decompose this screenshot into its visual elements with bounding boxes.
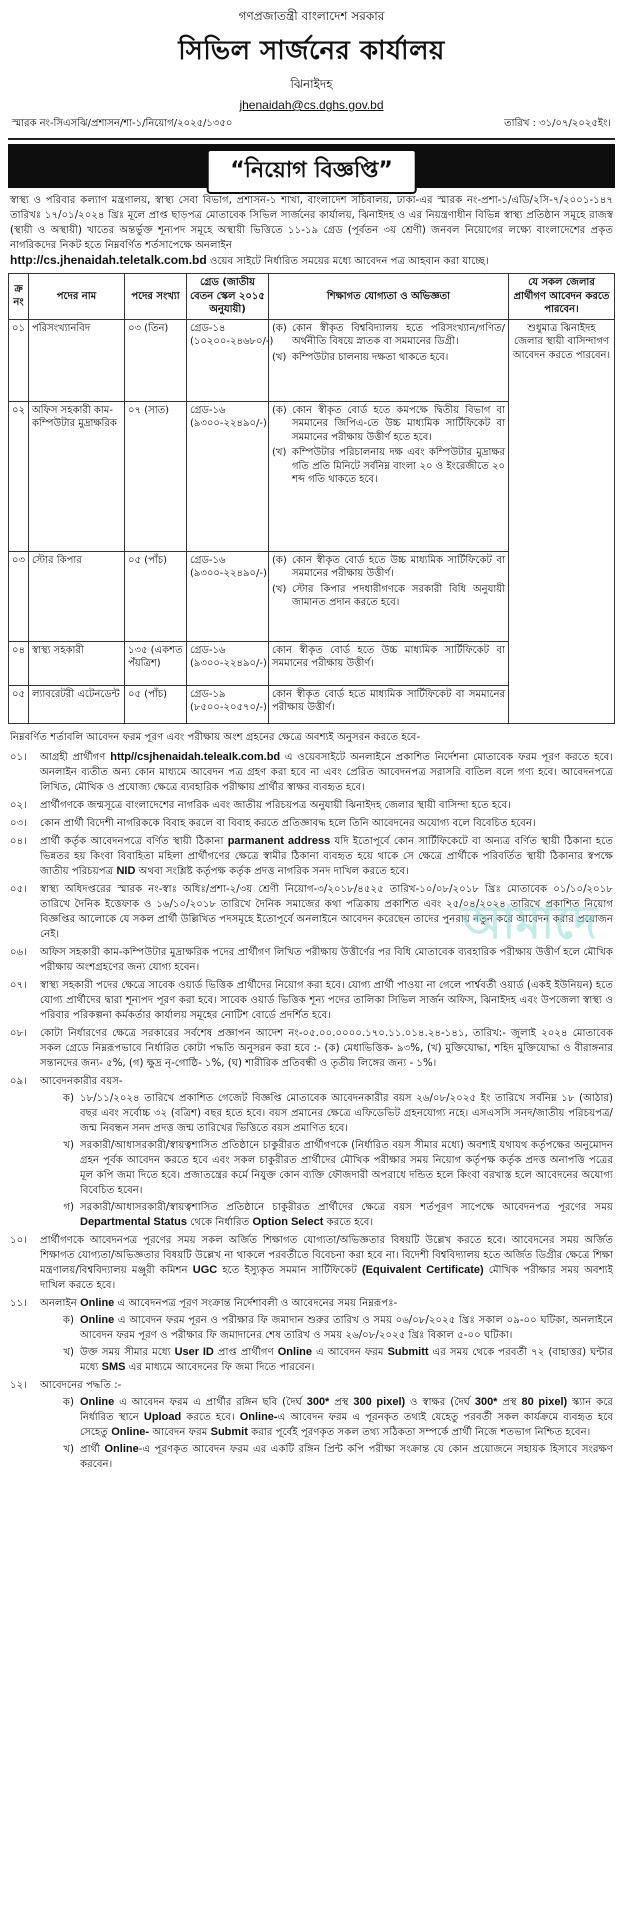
row-grade: গ্রেড-১৬ (৯৩০০-২২৪৯০/-) bbox=[187, 401, 269, 551]
row-post: পরিসংখ্যানবিদ bbox=[29, 319, 125, 401]
sub-marker: ক) bbox=[62, 1092, 74, 1104]
condition-keyword: UGC bbox=[192, 1263, 218, 1276]
qualification-marker: (খ) bbox=[272, 351, 287, 363]
sub-marker: ক) bbox=[62, 1314, 74, 1326]
condition-sub-item bbox=[40, 1200, 613, 1230]
sub-text bbox=[80, 1442, 613, 1472]
condition-text: মৌখিক পরীক্ষার সময় অবশ্যই দাখিল করতে হবে। bbox=[40, 1264, 613, 1291]
condition-keyword: Option Select bbox=[252, 1215, 324, 1228]
condition-body bbox=[40, 750, 613, 795]
eligible-district-note: শুধুমাত্র ঝিনাইদহ জেলার স্থায়ী বাসিন্দাগণ আবেদন করতে পারবেন। bbox=[509, 319, 615, 723]
condition-11 bbox=[8, 1296, 615, 1375]
condition-text: স্বাস্থ্য অধিদপ্তরের স্মারক নং-স্বাঃ অধিঃ/প্রশা-২/৩য় শ্রেণী নিয়োগ-৩/২০১৮/৪৫২৫ তারিখ-১০/০৮/২০১৮ খ্রিঃ মোতাবেক ০১/১০/২০১৮ তারিখে দৈনিক ইত্তেফাক ও ১৬/১০/২০১৮ তারিখে দৈনিক সমাজের কথা পত্রিকায় প্রকাশিত এবং ২৫/০৪/২০২৪ তারিখে প্রকাশিত নিয়োগ বিজ্ঞপ্তির আলোকে যে সকল প্রার্থী উল্লিখিত পদসমূহে ইতোপূর্বে অনলাইনে আবেদন করেছেন তাদের পুনরায় নতুন করে আবেদন করার প্রয়োজন নেই। bbox=[40, 883, 613, 940]
sub-marker: খ) bbox=[63, 1346, 74, 1358]
row-serial: ০১ bbox=[9, 319, 29, 401]
condition-keyword: 300 pixel) bbox=[353, 1395, 406, 1408]
sub-text-part: করতে হবে। bbox=[323, 1216, 374, 1228]
condition-text: অফিস সহকারী কাম-কম্পিউটার মুদ্রাক্ষরিক পদের প্রার্থীগণ লিখিত পরীক্ষায় উত্তীর্ণের পর বিধি মোতাবেক ব্যবহারিক পরীক্ষায় উত্তীর্ণ হলে মৌখিক পরীক্ষায় অংশগ্রহণের জন্য যোগ্য হবেন। bbox=[40, 946, 613, 973]
portal-link[interactable]: http//csjhenaidah.teleaIk.com.bd bbox=[110, 750, 281, 763]
qualification-item bbox=[272, 446, 505, 487]
condition-text: প্রার্থী কর্তৃক আবেদনপত্রে বর্ণিত স্থায়ী ঠিকানা bbox=[40, 835, 228, 847]
condition-text: এ ওয়েবসাইটে অনলাইনে প্রকাশিত নির্দেশনা মোতাবেক ফরম পূরণ করতে হবে। অনলাইন ব্যতীত অন্য কোন মাধ্যমে আবেদন পত্র গ্রহণ করা হবে না এবং প্রেরিত আবেদনপত্র সরাসরি বাতিল বলে গণ্য হবে। আবেদনপত্রে লিখিত, মৌখিক ও প্রযোজ্য ক্ষেত্রে ব্যবহারিক পরীক্ষায় প্রার্থীর স্বাক্ষর ব্যবহৃত হবে। bbox=[40, 751, 613, 793]
row-qualification bbox=[269, 319, 509, 401]
row-count: ০৫ (পাঁচ) bbox=[125, 551, 187, 641]
row-serial: ০৫ bbox=[9, 685, 29, 723]
application-website-link[interactable]: http://cs.jhenaidah.teletalk.com.bd bbox=[10, 253, 207, 267]
condition-keyword: NID bbox=[116, 864, 136, 877]
sub-text-part: প্রার্থী bbox=[80, 1443, 105, 1455]
qualification-marker: (ক) bbox=[272, 404, 287, 416]
header-count: পদের সংখ্যা bbox=[125, 274, 187, 320]
condition-text: হতে ইস্যুকৃত সমমান সার্টিফিকেট bbox=[217, 1264, 362, 1276]
condition-body bbox=[40, 834, 613, 879]
sub-text: সরকারী/আধাসরকারী/স্বায়ত্বশাসিত প্রতিষ্ঠানে চাকুরীরত প্রার্থীগণকে (নির্ধারিত বয়স সীমার মধ্যে) অবশ্যই যথাযথ কর্তৃপক্ষের অনুমোদন গ্রহন পূর্বক আবেদন করতে হবে এবং সকল চাকুরীরত প্রার্থীদের মৌখিক পরীক্ষার সময় নিয়োগ কর্তৃপক্ষ কর্তৃক প্রদত্ত অনাপত্তি পত্রের মূল কপি জমা দিতে হবে। প্রজাতন্ত্রের কর্মে নিযুক্ত কোন ব্যক্তি ফৌজদারী অপরাধে দন্ডিত হলে কিংবা বরখাস্ত হলে আবেদনের অযোগ্য বিবেচিত হবেন। bbox=[80, 1139, 613, 1196]
condition-08 bbox=[8, 1026, 615, 1071]
sub-text bbox=[80, 1313, 613, 1343]
condition-keyword: parmanent address bbox=[227, 834, 331, 847]
sub-text-part: এর সময় থেকে পরবর্তী ৭২ (বাহাত্তর) ঘন্টার মধ্যে bbox=[80, 1346, 613, 1373]
condition-keyword: Online- bbox=[111, 1425, 150, 1438]
row-qualification bbox=[269, 401, 509, 551]
condition-keyword: Submitt bbox=[387, 1345, 429, 1358]
sub-marker: ক) bbox=[62, 1396, 74, 1408]
qualification-text: কোন স্বীকৃত বোর্ড হতে মাধ্যমিক সার্টিফিকেট বা সমমানের পরীক্ষায় উত্তীর্ণ। bbox=[272, 688, 505, 713]
condition-title: আবেদনের পদ্ধতি :- bbox=[40, 1379, 122, 1391]
condition-12 bbox=[8, 1378, 615, 1472]
sub-text-part: প্রস্থ bbox=[329, 1396, 354, 1408]
row-post: স্টোর কিপার bbox=[29, 551, 125, 641]
condition-text: আগ্রহী প্রার্থীগণ bbox=[40, 751, 111, 763]
row-qualification bbox=[269, 551, 509, 641]
condition-number: ০৮। bbox=[10, 1027, 27, 1039]
memo-date: তারিখ : ৩১/০৭/২০২৫ইং। bbox=[504, 118, 611, 129]
condition-keyword: User ID bbox=[174, 1345, 214, 1358]
condition-number: ১২। bbox=[10, 1379, 27, 1391]
condition-keyword: (Equivalent Certificate) bbox=[362, 1263, 484, 1276]
condition-number: ১১। bbox=[10, 1297, 27, 1309]
row-post: অফিস সহকারী কাম-কম্পিউটার মুদ্রাক্ষরিক bbox=[29, 401, 125, 551]
condition-04 bbox=[8, 834, 615, 879]
condition-03 bbox=[8, 816, 615, 831]
row-serial: ০২ bbox=[9, 401, 29, 551]
sub-text-part: এ আবেদন ফরম এ প্রার্থীর রঙ্গিন ছবি (দৈর্ঘ bbox=[114, 1396, 307, 1408]
notice-banner bbox=[8, 144, 615, 188]
sub-text-part: প্রস্থ bbox=[497, 1396, 522, 1408]
row-serial: ০৩ bbox=[9, 551, 29, 641]
sub-text: ১৮/১১/২০২৪ তারিখে প্রকাশিত গেজেট বিজ্ঞপ্তি মোতাবেক আবেদনকারীর বয়স ২৬/০৮/২০২৫ ইং তারিখে সর্বনিম্ন ১৮ (আঠার) বছর এবং সর্বোচ্চ ৩২ (বত্রিশ) বছর হতে হবে। বয়স প্রমানের ক্ষেত্রে এফিডেভিট গ্রহনযোগ্য নহে। এসএসসি সনদ/জাতীয় পরিচয়পত্র/জন্ম নিবন্ধন সনদ প্রদত্ত জন্ম তারিখের ভিত্তিতে বয়স প্রমাণিত হবে। bbox=[80, 1092, 613, 1134]
row-count: ০৭ (সাত) bbox=[125, 401, 187, 551]
condition-keyword: Online bbox=[104, 1442, 139, 1455]
condition-number: ০৬। bbox=[10, 946, 27, 958]
condition-number: ১০। bbox=[10, 1234, 27, 1246]
qualification-item bbox=[272, 351, 505, 365]
condition-text: কোন প্রার্থী বিদেশী নাগরিককে বিবাহ করলে বা বিবাহ করতে প্রতিজ্ঞাবদ্ধ হলে তিনি আবেদনের অযোগ্য বলে বিবেচিত হবেন। bbox=[40, 817, 536, 829]
condition-sub-item bbox=[40, 1138, 613, 1198]
condition-keyword: 80 pixel) bbox=[521, 1395, 568, 1408]
qualification-text: কোন স্বীকৃত বোর্ড হতে কমপক্ষে দ্বিতীয় বিভাগ বা সমমানের জিপিএ-তে উচ্চ মাধ্যমিক সার্টিফিকেট বা সমমানের পরীক্ষায় উত্তীর্ণ হতে হবে। bbox=[292, 404, 505, 443]
sub-text-part: ও স্বাক্ষর (দৈর্ঘ bbox=[405, 1396, 475, 1408]
condition-body bbox=[40, 1074, 613, 1230]
qualification-text: কম্পিউটার চালনায় দক্ষতা থাকতে হবে। bbox=[292, 351, 449, 363]
sub-text-part: এ আবেদন ফরম bbox=[311, 1346, 388, 1358]
condition-title: আবেদনকারীর বয়স- bbox=[40, 1075, 123, 1087]
intro-text-after: ওয়েব সাইটে নির্ধারিত সময়ের মধ্যে আবেদন পত্র আহবান করা যাচ্ছে। bbox=[206, 256, 489, 267]
row-count: ০৩ (তিন) bbox=[125, 319, 187, 401]
condition-keyword: 300* bbox=[474, 1395, 498, 1408]
intro-paragraph bbox=[8, 193, 615, 269]
office-email-link[interactable]: jhenaidah@cs.dghs.gov.bd bbox=[239, 98, 384, 112]
condition-keyword: Online bbox=[80, 1296, 115, 1309]
condition-sub-item bbox=[40, 1313, 613, 1343]
office-title: সিভিল সার্জনের কার্যালয় bbox=[178, 36, 445, 66]
condition-body bbox=[40, 1296, 613, 1375]
condition-number: ০১। bbox=[10, 751, 27, 763]
qualification-marker: (ক) bbox=[272, 322, 287, 334]
condition-10 bbox=[8, 1233, 615, 1293]
condition-text: যদি ইতোপূর্বে কোন সার্টিফিকেটে বা অন্যত্র বর্ণিত স্থায়ী ঠিকানা হতে ভিন্নতর হয় কিংবা বিবাহিতা মহিলা প্রার্থীগণের ক্ষেত্রে স্বামীর ঠিকানা ব্যবহৃত হয়ে থাকে সে ক্ষেত্রে প্রার্থীকে পরিবর্তিত স্থায়ী ঠিকানার স্বপক্ষে জাতীয় পরিচয়পত্র bbox=[40, 835, 613, 877]
district-name: ঝিনাইদহ bbox=[290, 77, 333, 91]
memo-number: স্মারক নং-সিএসঝি/প্রশাসন/শা-১/নিয়োগ/২০২৫/১৩৫০ bbox=[12, 118, 233, 129]
qualification-text: কম্পিউটার পরিচালনায় দক্ষ এবং কম্পিউটার মুদ্রাক্ষর গতি প্রতি মিনিটে সর্বনিম্ন বাংলা ২০ ও ইংরেজীতে ২০ শব্দ গতি থাকতে হবে। bbox=[292, 447, 505, 485]
condition-01 bbox=[8, 750, 615, 795]
condition-text: অথবা সংশ্লিষ্ট কর্তৃপক্ষ কর্তৃক প্রদত্ত নাগরিক সনদ দাখিল করতে হবে। bbox=[135, 865, 409, 877]
qualification-item bbox=[272, 644, 505, 671]
condition-sub-item bbox=[40, 1442, 613, 1472]
vacancy-table bbox=[8, 273, 615, 724]
vacancy-table-header bbox=[9, 274, 615, 320]
condition-number: ০৪। bbox=[10, 835, 27, 847]
sub-text-part: এ আবেদন ফরম পূরন ও পরীক্ষার ফি জমাদান শুরুর তারিখ ও সময় ০৬/০৮/২০২৫ খ্রিঃ সকাল ০৯-০০ ঘটিকা, অনলাইনে আবেদন ফরম পূরণ ও পরীক্ষার ফি জমাদানের শেষ তারিখ ও সময় ২৬/০৮/২০২৫ খ্রিঃ বিকাল ৫-০০ ঘটিকা। bbox=[80, 1314, 613, 1341]
sub-text-part: এ আবেদন ফরম এ পূরনকৃত তথ্যই যেহেতু পরবর্তী সকল কার্যক্রমে ব্যবহৃত হবে সেহেতু bbox=[80, 1411, 613, 1438]
condition-sub-item bbox=[40, 1395, 613, 1440]
row-serial: ০৪ bbox=[9, 641, 29, 685]
qualification-item bbox=[272, 404, 505, 445]
condition-sub-item bbox=[40, 1091, 613, 1136]
row-grade: গ্রেড-১৬ (৯৩০০-২২৪৯০/-) bbox=[187, 551, 269, 641]
condition-keyword: SMS bbox=[101, 1360, 126, 1373]
condition-02 bbox=[8, 798, 615, 813]
qualification-text: কোন স্বীকৃত বোর্ড হতে উচ্চ মাধ্যমিক সার্টিফিকেট বা সমমানের পরীক্ষায় উত্তীর্ণ। bbox=[272, 644, 505, 669]
sub-text-part: করতে হবে। bbox=[181, 1411, 240, 1423]
condition-sub-item bbox=[40, 1345, 613, 1375]
sub-text-part: উক্ত সময় সীমার মধ্যে bbox=[80, 1346, 175, 1358]
row-qualification bbox=[269, 685, 509, 723]
condition-body bbox=[40, 1233, 613, 1293]
sub-marker: খ) bbox=[63, 1139, 74, 1151]
header-grade: গ্রেড (জাতীয় বেতন স্কেল ২০১৫ অনুযায়ী) bbox=[187, 274, 269, 320]
qualification-text: স্টোর কিপার পদধারীগণকে সরকারী বিধি অনুযায়ী জামানত প্রদান করতে হবে। bbox=[292, 583, 505, 608]
table-row bbox=[9, 319, 615, 401]
condition-text: এ আবেদনপত্র পূরণ সংক্রান্ত নির্দেশাবলী ও আবেদনের সময় নিম্নরূপঃ- bbox=[114, 1297, 398, 1309]
memo-row bbox=[12, 116, 611, 133]
site-watermark: আমাদে bbox=[461, 895, 597, 949]
sub-text-part: করার পূর্বেই পূরণকৃত সকল তথ্য সঠিকতা সম্পর্কে প্রার্থী নিজে শতভাগ নিশ্চিত হবেন। bbox=[247, 1426, 591, 1438]
qualification-text: কোন স্বীকৃত বিশ্ববিদ্যালয় হতে পরিসংখ্যান/গণিত/ অর্থনীতি বিষয়ে স্নাতক বা সমমানের ডিগ্রী। bbox=[292, 322, 505, 347]
condition-text: কোটা নির্ধারণের ক্ষেত্রে সরকারের সর্বশেষ প্রজ্ঞাপন আদেশ নং-০৫.০০.০০০০.১৭০.১১.০১৪.২৪-১৪১, তারিখ:- জুলাই ২০২৪ মোতাবেক সকল গ্রেডে নিম্নরূপভাবে নির্ধারিত কোটা পদ্ধতি অনুসরন করা হবে :- (ক) মেধাভিত্তিক- ৯৩%, (খ) মুক্তিযোদ্ধা, শহিদ মুক্তিযোদ্ধা ও বীরাঙ্গনার সন্তানদের জন্য- ৫%, (গ) ক্ষুদ্র নৃ-গোষ্ঠি- ১%, (ঘ) শারীরিক প্রতিবন্ধী ও তৃতীয় লিঙ্গের জন্য - ১%। bbox=[40, 1027, 613, 1069]
condition-text: অনলাইন bbox=[40, 1297, 81, 1309]
qualification-item bbox=[272, 554, 505, 581]
intro-text: স্বাস্থ্য ও পরিবার কল্যাণ মন্ত্রণালয়, স্বাস্থ্য সেবা বিভাগ, প্রশাসন-১ শাখা, বাংলাদেশ সচিবালয়, ঢাকা-এর স্মারক নং-প্রশা-১/এডি/২সি-৭/২০০১-১৪৭ তারিখঃ ১৭/০১/২০২৪ খ্রিঃ মূলে প্রাপ্ত ছাড়পত্র মোতাবেক সিভিল সার্জনের কার্যালয়, ঝিনাইদহ ও এর নিয়ন্ত্রণাধীন বিভিন্ন স্বাস্থ্য প্রতিষ্ঠান সমূহে রাজস্ব (স্থায়ী ও অস্থায়ী) খাতের অন্তর্ভুক্ত শূন্যপদ সমূহে অস্থায়ী ভিত্তিতে ১১-১৯ গ্রেড (পূর্বতন ৩য় শ্রেণী) জনবল নিয়োগের লক্ষ্যে বাংলাদেশের প্রকৃত নাগরিকদের নিকট হতে নিম্নবর্ণিত শর্তসাপেক্ষে অনলাইন bbox=[10, 195, 613, 251]
condition-keyword: Submit bbox=[210, 1425, 248, 1438]
notice-banner-title: “নিয়োগ বিজ্ঞপ্তি” bbox=[206, 149, 417, 194]
condition-number: ০৫। bbox=[10, 883, 27, 895]
condition-text: স্বাস্থ্য সহকারী পদের ক্ষেত্রে সাবেক ওয়ার্ড ভিত্তিক প্রার্থীদের নিয়োগ করা হবে। যোগ্য প্রার্থী পাওয়া না গেলে পার্শ্ববর্তী ওয়ার্ড (একই ইউনিয়ন) হতে যোগ্য প্রার্থীদের দ্বারা শূন্যপদ পূরণ করা হবে। সাবেক ওয়ার্ড ভিত্তিক শূন্য পদের তালিকা সিভিল সার্জন অফিস, ঝিনাইদহ এবং উপজেলা স্বাস্থ্য ও পরিবার পরিকল্পনা কর্মকর্তার কার্যালয় সমূহের নোটিশ বোর্ডে প্রদর্শিত হবে। bbox=[40, 979, 613, 1021]
condition-number: ০৭। bbox=[10, 979, 27, 991]
row-qualification bbox=[269, 641, 509, 685]
row-post: স্বাস্থ্য সহকারী bbox=[29, 641, 125, 685]
header-post: পদের নাম bbox=[29, 274, 125, 320]
header-qualification: শিক্ষাগত যোগ্যতা ও অভিজ্ঞতা bbox=[269, 274, 509, 320]
condition-number: ০২। bbox=[10, 799, 27, 811]
condition-09 bbox=[8, 1074, 615, 1230]
condition-keyword: Online bbox=[80, 1313, 115, 1326]
row-count: ০৫ (পাঁচ) bbox=[125, 685, 187, 723]
sub-text-part: এর মাধ্যমে আবেদনের ফি জমা দিতে পারবেন। bbox=[125, 1361, 315, 1373]
condition-text: প্রার্থীগণকে জন্মসূত্রে বাংলাদেশের নাগরিক এবং জাতীয় পরিচয়পত্র অনুযায়ী ঝিনাইদহ জেলার স্থায়ী বাসিন্দা হতে হবে। bbox=[40, 799, 511, 811]
row-grade: গ্রেড-১৬ (৯৩০০-২২৪৯০/-) bbox=[187, 641, 269, 685]
header-eligible-district: যে সকল জেলার প্রার্থীগণ আবেদন করতে পারবেন। bbox=[509, 274, 615, 320]
condition-number: ০৩। bbox=[10, 817, 27, 829]
qualification-marker: (খ) bbox=[272, 447, 287, 458]
qualification-marker: (ক) bbox=[272, 554, 287, 566]
sub-text bbox=[80, 1200, 613, 1230]
sub-marker: খ) bbox=[63, 1443, 74, 1455]
condition-keyword: Online- bbox=[239, 1410, 278, 1423]
sub-text-part: -এ পূরণকৃত আবেদন ফরম এর একটি রঙ্গিন প্রিন্ট কপি পরীক্ষা সংক্রান্ত যে কোন প্রয়োজনে সহায়ক হিসাবে সংরক্ষণ করবেন। bbox=[80, 1443, 613, 1470]
sub-text-part: থেকে নির্ধারিত bbox=[186, 1216, 253, 1228]
government-name: গণপ্রজাতন্ত্রী বাংলাদেশ সরকার bbox=[238, 9, 385, 23]
qualification-item bbox=[272, 688, 505, 715]
qualification-text: কোন স্বীকৃত বোর্ড হতে উচ্চ মাধ্যমিক সার্টিফিকেট বা সমমানের পরীক্ষায় উত্তীর্ণ। bbox=[292, 554, 505, 579]
condition-keyword: Departmental Status bbox=[80, 1215, 187, 1228]
sub-text bbox=[80, 1345, 613, 1375]
condition-keyword: Online bbox=[277, 1345, 312, 1358]
conditions-intro: নিম্নবর্ণিত শর্তাবলি আবেদন ফরম পূরণ এবং পরীক্ষায় অংশ গ্রহনের ক্ষেত্রে অবশ্যই অনুসরন করতে হবে- bbox=[10, 731, 421, 743]
condition-07 bbox=[8, 978, 615, 1023]
row-count: ১৩৫ (একশত পঁয়ত্রিশ) bbox=[125, 641, 187, 685]
condition-keyword: Upload bbox=[143, 1410, 182, 1423]
header-serial: ক্র নং bbox=[9, 274, 29, 320]
header-divider bbox=[8, 138, 615, 140]
qualification-marker: (খ) bbox=[272, 583, 287, 595]
condition-keyword: Online bbox=[80, 1395, 115, 1408]
row-grade: গ্রেড-১৯ (৮৫০০-২০৫৭০/-) bbox=[187, 685, 269, 723]
sub-text-part: স্ক্যান করে নির্ধারিত স্থানে bbox=[80, 1396, 614, 1423]
condition-number: ০৯। bbox=[10, 1075, 27, 1087]
sub-text-part: প্রাপ্ত প্রার্থীগণ bbox=[213, 1346, 278, 1358]
condition-keyword: 300* bbox=[306, 1395, 330, 1408]
row-post: ল্যাবরেটরী এটেনডেন্ট bbox=[29, 685, 125, 723]
row-grade: গ্রেড-১৪ (১০২০০-২৪৬৮০/-) bbox=[187, 319, 269, 401]
sub-text-part: সরকারী/আধাসরকারী/স্বায়ত্বশাসিত প্রতিষ্ঠানে চাকুরীরত প্রার্থীদের ক্ষেত্রে বয়স শর্তপূরণ সাপেক্ষে আবেদনপত্র পূরণের সময় bbox=[80, 1201, 613, 1213]
sub-text bbox=[80, 1395, 613, 1440]
qualification-item bbox=[272, 583, 505, 610]
sub-marker: গ) bbox=[63, 1201, 74, 1213]
sub-text-part: আবেদন ফরম bbox=[149, 1426, 211, 1438]
qualification-item bbox=[272, 322, 505, 349]
condition-body bbox=[40, 1378, 613, 1472]
condition-text: প্রার্থীগণকে আবেদনপত্র পূরণের সময় সকল অর্জিত শিক্ষাগত যোগ্যতা/অভিজ্ঞতার বিষয়টি উল্লেখ করতে হবে। আবেদনের সময় অর্জিত শিক্ষাগত যোগ্যতা/অভিজ্ঞতার বিষয়টি উল্লেখ না থাকলে পরবর্তীতে বিবেচনা করা হবে না। বিদেশী বিশ্ববিদ্যালয় হতে অর্জিত ডিগ্রীর ক্ষেত্রে শিক্ষা মন্ত্রণালয়/বিশ্ববিদ্যালয় মঞ্জুরী কমিশন bbox=[40, 1234, 613, 1276]
